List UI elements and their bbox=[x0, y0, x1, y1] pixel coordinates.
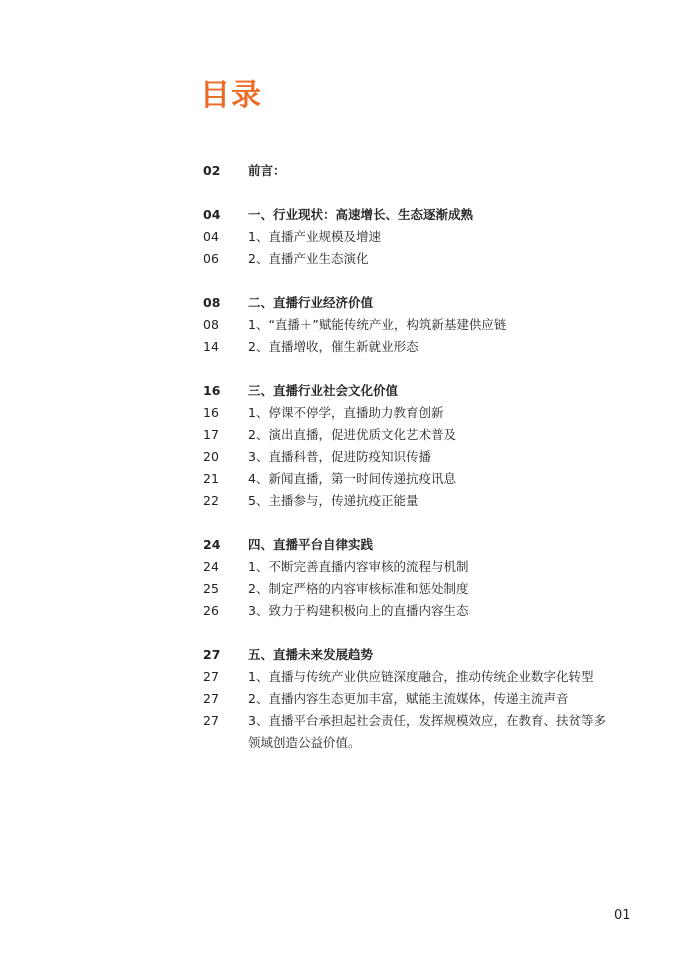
toc-entry[interactable] bbox=[203, 688, 623, 710]
toc-page-number: 04 bbox=[203, 207, 221, 222]
table-of-contents bbox=[203, 160, 623, 776]
toc-entry[interactable] bbox=[203, 446, 623, 468]
toc-section bbox=[203, 380, 623, 512]
toc-page-number: 04 bbox=[203, 229, 219, 244]
toc-entry-text: 1、“直播＋”赋能传统产业，构筑新基建供应链 bbox=[248, 317, 507, 332]
toc-page-number: 27 bbox=[203, 713, 219, 728]
toc-entry-text: 5、主播参与，传递抗疫正能量 bbox=[248, 493, 419, 508]
toc-page-number: 20 bbox=[203, 449, 219, 464]
toc-entry-text: 二、直播行业经济价值 bbox=[248, 295, 374, 310]
toc-entry-text: 2、演出直播，促进优质文化艺术普及 bbox=[248, 427, 456, 442]
toc-page-number: 22 bbox=[203, 493, 219, 508]
toc-entry-text: 1、直播产业规模及增速 bbox=[248, 229, 381, 244]
toc-page-number: 25 bbox=[203, 581, 219, 596]
toc-page-number: 26 bbox=[203, 603, 219, 618]
toc-page-number: 24 bbox=[203, 559, 219, 574]
toc-section-heading[interactable] bbox=[203, 160, 623, 182]
toc-page-number: 27 bbox=[203, 669, 219, 684]
toc-entry[interactable] bbox=[203, 578, 623, 600]
toc-entry-text: 1、不断完善直播内容审核的流程与机制 bbox=[248, 559, 469, 574]
toc-entry[interactable] bbox=[203, 468, 623, 490]
toc-entry-text: 2、直播产业生态演化 bbox=[248, 251, 369, 266]
toc-page-number: 16 bbox=[203, 383, 221, 398]
toc-page-number: 14 bbox=[203, 339, 219, 354]
toc-page-number: 27 bbox=[203, 647, 221, 662]
toc-section-heading[interactable] bbox=[203, 204, 623, 226]
toc-page-number: 17 bbox=[203, 427, 219, 442]
toc-entry[interactable] bbox=[203, 336, 623, 358]
toc-section bbox=[203, 292, 623, 358]
toc-entry[interactable] bbox=[203, 314, 623, 336]
toc-entry-text: 4、新闻直播，第一时间传递抗疫讯息 bbox=[248, 471, 456, 486]
toc-entry[interactable] bbox=[203, 490, 623, 512]
toc-section bbox=[203, 534, 623, 622]
toc-entry-text: 3、直播平台承担起社会责任，发挥规模效应，在教育、扶贫等多领域创造公益价值。 bbox=[248, 713, 606, 750]
toc-entry[interactable] bbox=[203, 248, 623, 270]
toc-page-number: 27 bbox=[203, 691, 219, 706]
toc-entry-text: 一、行业现状：高速增长、生态逐渐成熟 bbox=[248, 207, 474, 222]
toc-entry-text: 五、直播未来发展趋势 bbox=[248, 647, 374, 662]
toc-entry[interactable] bbox=[203, 424, 623, 446]
toc-entry[interactable] bbox=[203, 710, 623, 754]
toc-section bbox=[203, 644, 623, 754]
toc-entry[interactable] bbox=[203, 226, 623, 248]
page-title: 目录 bbox=[200, 78, 262, 113]
toc-page-number: 08 bbox=[203, 295, 221, 310]
toc-entry-text: 2、直播内容生态更加丰富，赋能主流媒体，传递主流声音 bbox=[248, 691, 569, 706]
page-number: 01 bbox=[614, 908, 631, 923]
toc-entry-text: 三、直播行业社会文化价值 bbox=[248, 383, 399, 398]
toc-entry-text: 3、直播科普，促进防疫知识传播 bbox=[248, 449, 431, 464]
toc-page-number: 24 bbox=[203, 537, 221, 552]
toc-page-number: 16 bbox=[203, 405, 219, 420]
toc-entry[interactable] bbox=[203, 600, 623, 622]
toc-section-heading[interactable] bbox=[203, 292, 623, 314]
toc-section bbox=[203, 204, 623, 270]
toc-section-heading[interactable] bbox=[203, 644, 623, 666]
toc-page-number: 08 bbox=[203, 317, 219, 332]
toc-section-heading[interactable] bbox=[203, 380, 623, 402]
toc-entry-text: 3、致力于构建积极向上的直播内容生态 bbox=[248, 603, 469, 618]
toc-page-number: 06 bbox=[203, 251, 219, 266]
toc-section-heading[interactable] bbox=[203, 534, 623, 556]
toc-entry[interactable] bbox=[203, 666, 623, 688]
toc-entry[interactable] bbox=[203, 402, 623, 424]
toc-entry[interactable] bbox=[203, 556, 623, 578]
toc-page-number: 02 bbox=[203, 163, 221, 178]
toc-entry-text: 四、直播平台自律实践 bbox=[248, 537, 374, 552]
toc-entry-text: 1、停课不停学，直播助力教育创新 bbox=[248, 405, 444, 420]
toc-page-number: 21 bbox=[203, 471, 219, 486]
toc-entry-text: 1、直播与传统产业供应链深度融合，推动传统企业数字化转型 bbox=[248, 669, 594, 684]
toc-entry-text: 2、制定严格的内容审核标准和惩处制度 bbox=[248, 581, 469, 596]
toc-section bbox=[203, 160, 623, 182]
toc-entry-text: 2、直播增收，催生新就业形态 bbox=[248, 339, 419, 354]
toc-entry-text: 前言： bbox=[248, 163, 286, 178]
